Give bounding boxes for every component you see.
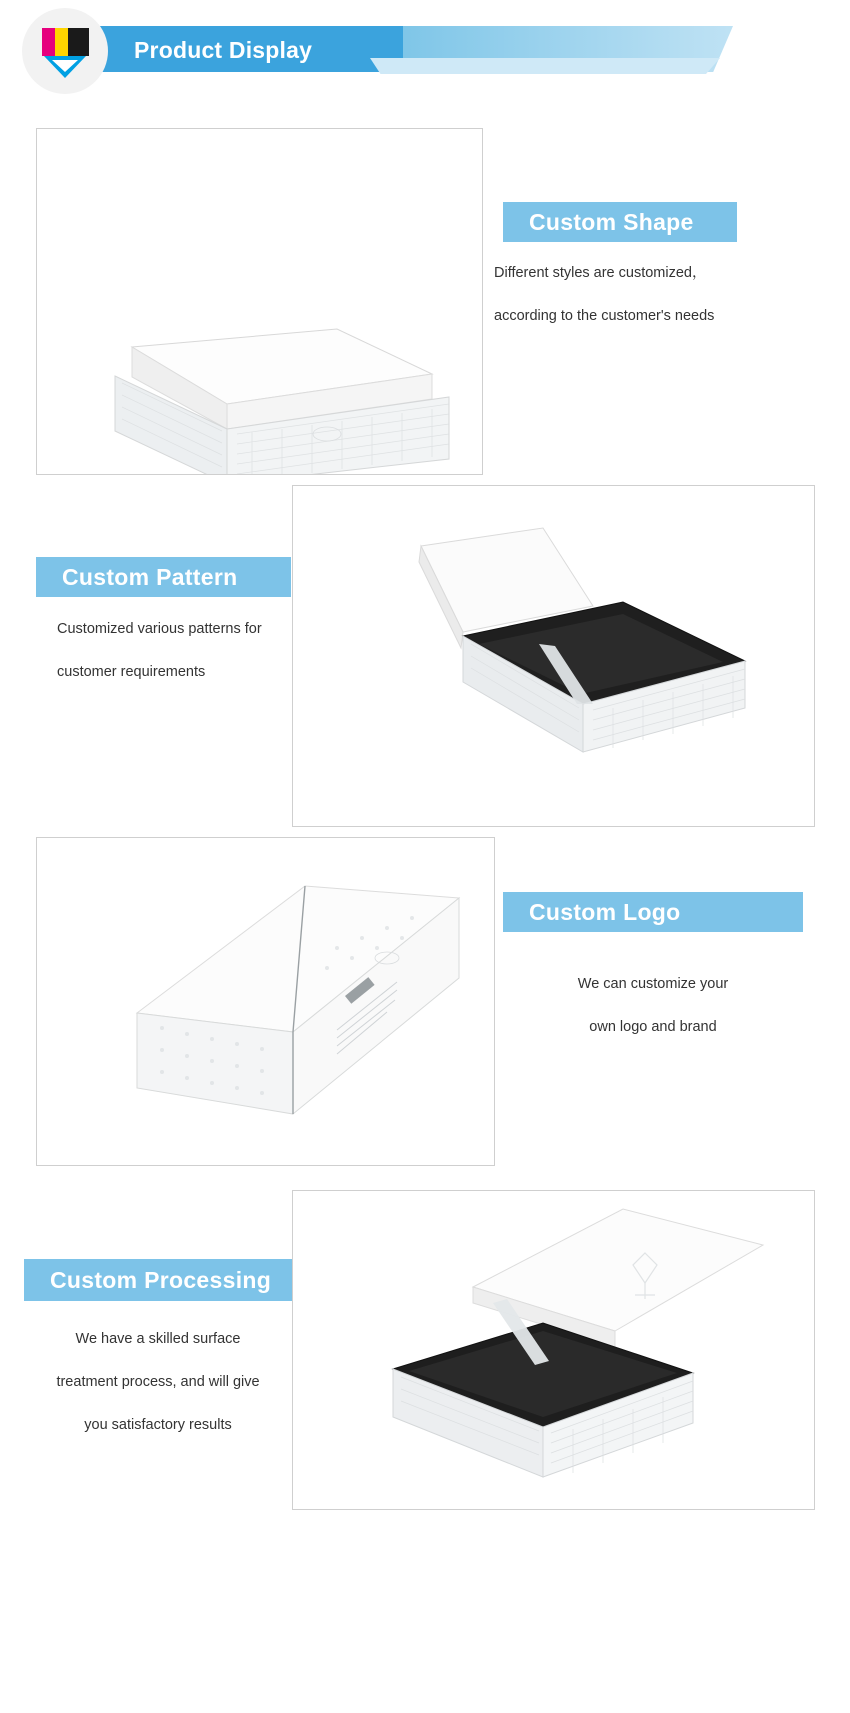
- custom-pattern-description-line-1: Customized various patterns for: [57, 621, 262, 637]
- custom-shape-description-line-2: according to the customer's needs: [494, 308, 715, 324]
- custom-logo-label: [503, 892, 803, 932]
- custom-logo-image: [36, 837, 495, 1166]
- custom-processing-description: [24, 1318, 292, 1447]
- custom-processing-label-text: Custom Processing: [50, 1266, 272, 1293]
- cmyk-m-logo-icon: [22, 8, 108, 94]
- header-banner-tail-secondary: [370, 58, 720, 74]
- custom-shape-description-line-1: Different styles are customized，: [494, 265, 707, 281]
- custom-processing-label: [24, 1259, 292, 1301]
- custom-logo-label-text: Custom Logo: [529, 898, 681, 925]
- custom-logo-description: [503, 963, 803, 1049]
- custom-pattern-label: [36, 557, 291, 597]
- custom-processing-description-line-2: treatment process, and will give: [56, 1374, 260, 1390]
- custom-processing-description-line-1: We have a skilled surface: [75, 1331, 241, 1347]
- custom-pattern-description: [57, 608, 317, 694]
- custom-pattern-label-text: Custom Pattern: [62, 563, 238, 590]
- custom-processing-image: [292, 1190, 815, 1510]
- custom-shape-label: [503, 202, 737, 242]
- custom-shape-description: [494, 252, 764, 338]
- custom-logo-description-line-2: own logo and brand: [589, 1019, 717, 1035]
- custom-shape-image: [36, 128, 483, 475]
- custom-logo-description-line-1: We can customize your: [577, 976, 729, 992]
- custom-shape-label-text: Custom Shape: [529, 208, 694, 235]
- custom-pattern-image: [292, 485, 815, 827]
- page-header: [0, 0, 850, 110]
- custom-pattern-description-line-2: customer requirements: [57, 664, 206, 680]
- page-title: Product Display: [134, 37, 313, 63]
- custom-processing-description-line-3: you satisfactory results: [84, 1417, 232, 1433]
